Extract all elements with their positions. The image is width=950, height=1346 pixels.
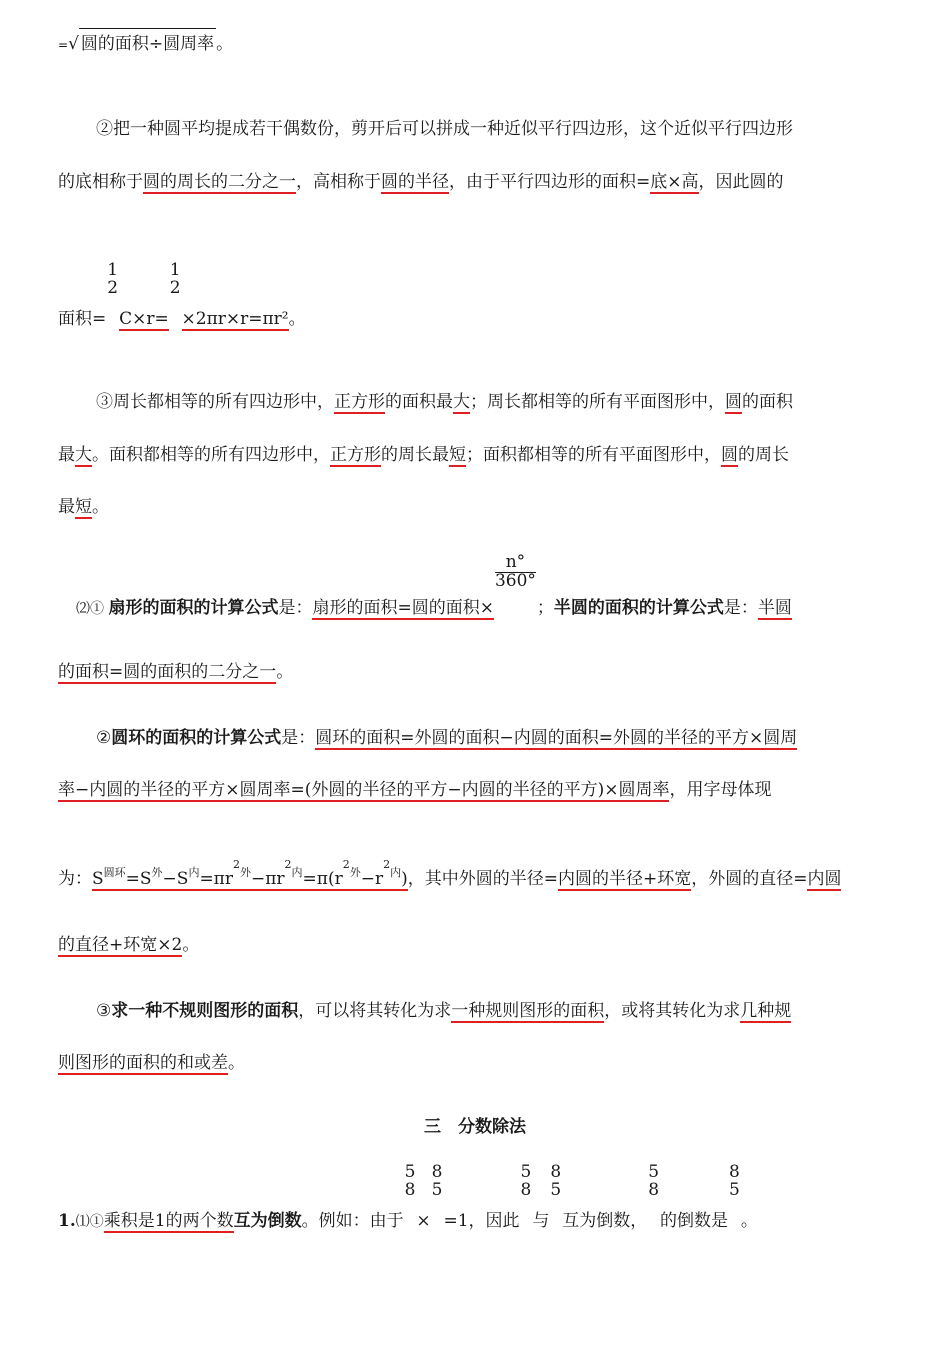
denominator: 360°: [494, 570, 536, 591]
underlined-text: 乘积是1的两个数: [103, 1211, 234, 1232]
text: ，或将其转化为求: [604, 1001, 741, 1021]
underlined-text: C×r=: [119, 309, 169, 330]
period: 。: [182, 935, 200, 955]
text: ，用字母体现: [669, 780, 772, 800]
p6-line1: [96, 996, 791, 1021]
formula-part: −πr: [250, 869, 285, 889]
period: 。: [740, 1211, 758, 1232]
p5-line2: [58, 775, 771, 800]
equals-sign: =: [58, 38, 69, 52]
underlined-text: 正方形: [330, 445, 381, 465]
denominator: 5: [550, 1179, 562, 1200]
underlined-text: 则图形的面积的和或差: [58, 1053, 228, 1073]
underlined-text: 的直径+环宽×2: [58, 935, 183, 955]
formula-part: −S: [162, 869, 189, 889]
fraction: [550, 1164, 561, 1200]
text: ，因此圆的: [698, 172, 784, 192]
period: 。: [276, 662, 294, 682]
p5-line4: [58, 930, 199, 955]
numerator: 8: [550, 1162, 562, 1182]
fraction: [432, 1164, 443, 1200]
underlined-text: 圆: [721, 445, 738, 465]
period: 。: [288, 309, 306, 330]
underlined-text: 圆的周长的二分之一: [143, 172, 296, 192]
underlined-text: ×2πr×r=πr²: [181, 309, 289, 330]
p7-line1: [58, 1162, 758, 1232]
subscript: 内: [188, 866, 200, 879]
underlined-text: 扇形的面积=圆的面积×: [312, 597, 494, 618]
text: 的底相称于: [58, 172, 143, 192]
fraction: [405, 1164, 416, 1200]
text: 最: [58, 445, 75, 465]
text: 的面积: [742, 392, 793, 412]
text: ，其中外圆的半径=: [407, 869, 558, 889]
fraction: [521, 1164, 532, 1200]
text: 为：: [58, 869, 92, 889]
period: 。: [228, 1053, 245, 1073]
subscript: 外: [349, 866, 361, 879]
formula-part: −r: [360, 869, 384, 889]
p3-line2: [58, 440, 789, 465]
text: 的面积最: [385, 392, 453, 412]
underlined-text: 底×高: [650, 172, 699, 192]
text: 与: [532, 1211, 550, 1232]
numerator: 1: [107, 260, 119, 280]
superscript: 2: [342, 858, 350, 871]
underlined-text: 半圆: [757, 597, 792, 618]
text: ，可以将其转化为求: [298, 1001, 452, 1021]
denominator: 2: [169, 277, 181, 298]
radicand: 圆的面积÷圆周率: [79, 28, 216, 54]
item-number: ⑴①: [75, 1214, 104, 1231]
text: 是：: [278, 597, 313, 618]
denominator: 8: [648, 1179, 660, 1200]
bold-term: 圆环的面积的计算公式: [111, 728, 282, 748]
text: ，外圆的直径=: [691, 869, 808, 889]
numerator: 5: [648, 1162, 660, 1182]
p2-line3: [58, 260, 306, 330]
item-number: ③: [96, 1001, 112, 1021]
underlined-text: 大: [75, 445, 92, 465]
numerator: 5: [520, 1162, 532, 1182]
underlined-text: 短: [75, 497, 92, 517]
p2-line1: ②把一种圆平均提成若干偶数份，剪开后可以拼成一种近似平行四边形，这个近似平行四边形: [96, 119, 793, 139]
text: ，高相称于: [296, 172, 381, 192]
underlined-text: 内圆的半径+环宽: [557, 869, 692, 889]
denominator: 8: [404, 1179, 416, 1200]
bold-term: 半圆的面积的计算公式: [553, 597, 724, 618]
formula-part: =πr: [199, 869, 233, 889]
text: =1，因此: [443, 1211, 520, 1232]
subscript: 圆环: [103, 866, 126, 879]
text: 的周长: [738, 445, 789, 465]
subscript: 内: [390, 866, 402, 879]
superscript: 2: [284, 858, 292, 871]
formula-part: =S: [125, 869, 152, 889]
p5-line3: [58, 858, 842, 889]
denominator: 5: [431, 1179, 443, 1200]
formula-part: =π(r: [302, 869, 343, 889]
fraction: [729, 1164, 740, 1200]
p3-line3: [58, 492, 109, 517]
text: 互为倒数，: [562, 1211, 648, 1232]
numerator: 8: [431, 1162, 443, 1182]
underlined-text: 率−内圆的半径的平方×圆周率=(外圆的半径的平方−内圆的半径的平方)×圆周率: [58, 780, 670, 800]
bold-term: 扇形的面积的计算公式: [108, 597, 279, 618]
underlined-text: 大: [453, 392, 470, 412]
text: ③周长都相等的所有四边形中，: [96, 392, 334, 412]
underlined-text: 内圆: [807, 869, 842, 889]
numerator: 1: [169, 260, 181, 280]
subscript: 外: [239, 866, 251, 879]
item-number: 1.: [58, 1211, 76, 1232]
section-heading: 三 分数除法: [424, 1117, 526, 1137]
superscript: 2: [232, 858, 240, 871]
denominator: 8: [520, 1179, 532, 1200]
period: 。: [216, 34, 234, 54]
underlined-text: 一种规则图形的面积: [451, 1001, 605, 1021]
underlined-text: 圆环的面积=外圆的面积−内圆的面积=外圆的半径的平方×圆周: [315, 728, 798, 748]
subscript: 外: [151, 866, 163, 879]
ring-area-formula: [92, 858, 408, 891]
underlined-text: 圆: [725, 392, 742, 412]
underlined-text: 的面积=圆的面积的二分之一: [58, 662, 277, 682]
numerator: n°: [495, 554, 536, 573]
underlined-text: 短: [449, 445, 466, 465]
text: 。例如：由于: [301, 1211, 404, 1232]
text: ；: [536, 597, 554, 618]
numerator: 8: [729, 1162, 740, 1182]
underlined-text: 圆的半径: [381, 172, 449, 192]
p6-line2: [58, 1048, 245, 1073]
denominator: 2: [107, 277, 119, 298]
item-number: ⑵①: [76, 600, 109, 617]
radical-sign: √: [68, 34, 79, 54]
text: 是：: [723, 597, 758, 618]
fraction-half: [107, 262, 118, 298]
bold-term: 互为倒数: [233, 1211, 302, 1232]
p2-line2: [58, 167, 784, 192]
denominator: 5: [729, 1179, 740, 1200]
p5-line1: [96, 723, 797, 748]
fraction-half: [170, 262, 181, 298]
fraction-n-360: [495, 554, 536, 591]
item-number: ②: [96, 728, 112, 748]
text: 是：: [281, 728, 316, 748]
subscript: 内: [291, 866, 303, 879]
formula-part: ): [401, 869, 408, 889]
text: 面积=: [58, 309, 107, 330]
text: 的周长最: [381, 445, 449, 465]
times-sign: ×: [416, 1211, 431, 1232]
p4-line1: [76, 552, 792, 618]
symbol-s: S: [92, 869, 104, 889]
p3-line1: [96, 387, 793, 412]
superscript: 2: [383, 858, 391, 871]
text: ；周长都相等的所有平面图形中，: [470, 392, 725, 412]
text: 最: [58, 497, 75, 517]
numerator: 5: [404, 1162, 416, 1182]
fraction: [648, 1164, 659, 1200]
text: ；面积都相等的所有平面图形中，: [466, 445, 721, 465]
text: 。面积都相等的所有四边形中，: [92, 445, 330, 465]
period: 。: [92, 497, 109, 517]
underlined-text: 正方形: [334, 392, 385, 412]
text: ，由于平行四边形的面积=: [449, 172, 651, 192]
sqrt-formula-line: [58, 28, 233, 54]
bold-term: 求一种不规则图形的面积: [111, 1001, 299, 1021]
underlined-text: 几种规: [740, 1001, 792, 1021]
text: 的倒数是: [660, 1211, 729, 1232]
p4-line2: [58, 657, 293, 682]
